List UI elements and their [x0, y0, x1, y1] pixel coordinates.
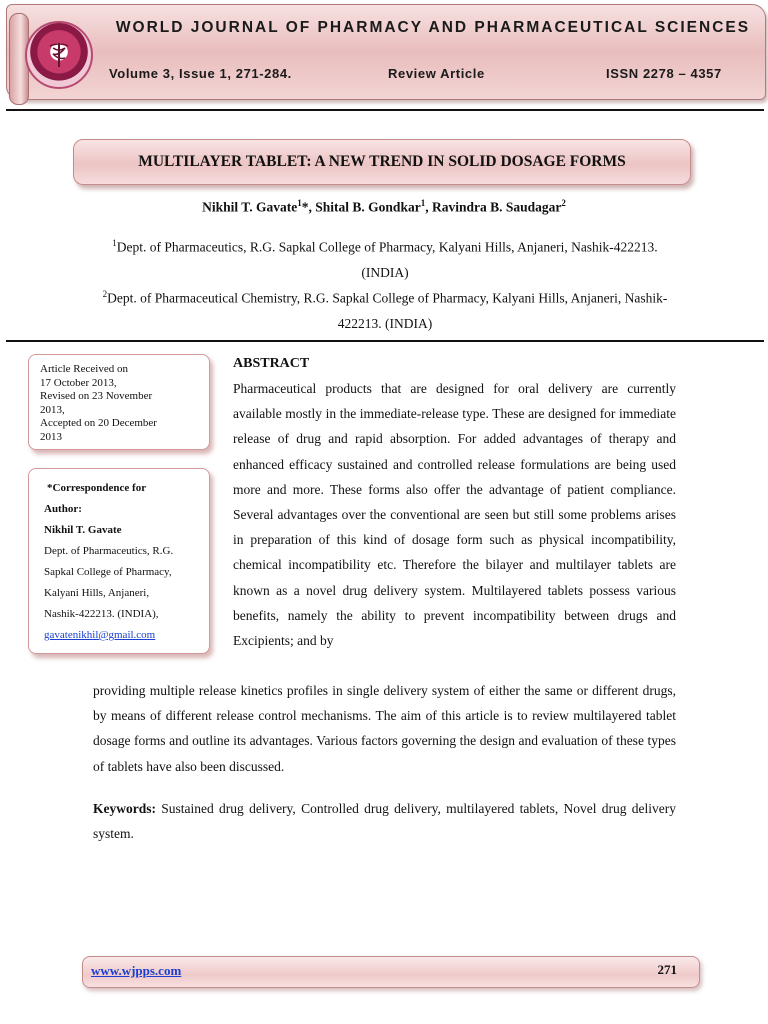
correspondence-email-link[interactable]: gavatenikhil@gmail.com — [44, 629, 156, 641]
header-rule — [6, 109, 764, 111]
journal-logo-icon — [25, 21, 93, 89]
correspondence-box: *Correspondence for Author: Nikhil T. Gavate Dept. of Pharmaceutics, R.G. Sapkal College of Pharmacy, Kalyani Hills, Anjaneri, Nashik-422213. (INDIA), gavatenikhil@gmail.com — [28, 468, 210, 654]
article-type: Review Article — [388, 66, 485, 81]
volume-info: Volume 3, Issue 1, 271-284. — [109, 66, 292, 81]
author-3: Ravindra B. Saudagar — [431, 199, 562, 215]
issn: ISSN 2278 – 4357 — [606, 66, 722, 81]
section-rule — [6, 340, 764, 342]
author-2: Shital B. Gondkar — [315, 199, 421, 215]
affiliation-2: $^2$Dept. of Pharmaceutical Chemistry, R.G. Sapkal College of Pharmacy, Kalyani Hills, Anjaneri, Nashik-422213. (INDIA) — [102, 289, 668, 331]
article-title: MULTILAYER TABLET: A NEW TREND IN SOLID DOSAGE FORMS — [138, 153, 626, 170]
abstract-text-column: Pharmaceutical products that are designed for oral delivery are currently available mostly in the immediate-release type. These are designed for immediate release of drug and rapid absorption. For added advantages of therapy and enhanced efficacy sustained and controlled release formulations are being used more and more. These forms also offer the advantage of patient compliance. Several advantages over the conventional are seen but still some problems arises in preparation of this kind of dosage form such as physical incompatibility, chemical incompatibility etc. Therefore the bilayer and multilayer tablets are known as a novel drug delivery system. Multilayered tablets possess various benefits, namely the ability to prevent incompatibility between drugs and Excipients; and by — [233, 381, 676, 649]
caduceus-icon — [44, 40, 74, 70]
author-list: Nikhil T. Gavate$^1$*, Shital B. Gondkar$^1$, Ravindra B. Saudagar$^2$ — [202, 198, 566, 215]
author-1-corresponding-mark: * — [301, 199, 309, 215]
correspondence-author: Nikhil T. Gavate — [44, 524, 122, 536]
affiliation-1: $^1$Dept. of Pharmaceutics, R.G. Sapkal College of Pharmacy, Kalyani Hills, Anjaneri, Nashik-422213. (INDIA) — [112, 238, 658, 280]
author-3-affil: 2 — [561, 198, 566, 208]
abstract-heading: ABSTRACT — [233, 356, 310, 371]
journal-name: WORLD JOURNAL OF PHARMACY AND PHARMACEUTICAL SCIENCES — [115, 19, 751, 36]
author-1: Nikhil T. Gavate — [202, 199, 298, 215]
page-number: 271 — [657, 962, 677, 977]
author-2-affil: 1 — [420, 198, 426, 208]
journal-website-link[interactable]: www.wjpps.com — [91, 963, 182, 978]
keywords-label: Keywords: — [93, 801, 156, 816]
keywords — [93, 796, 676, 846]
page-footer — [82, 956, 700, 988]
journal-header-banner — [6, 4, 766, 100]
article-history-box: Article Received on 17 October 2013, Revised on 23 November 2013, Accepted on 20 December 2013 — [28, 354, 210, 450]
correspondence-heading: *Correspondence for — [47, 482, 147, 494]
article-title-box — [73, 139, 691, 185]
abstract-text-full: providing multiple release kinetics profiles in single delivery system of either the same or different drugs, by means of different release control mechanisms. The aim of this article is to review multilayered tablet dosage forms and outline its advantages. Various factors governing the design and evaluation of these types of tablets have also been discussed. — [93, 683, 676, 774]
keywords-text: Sustained drug delivery, Controlled drug delivery, multilayered tablets, Novel drug delivery system. — [93, 801, 677, 842]
author-1-affil: 1 — [297, 198, 302, 208]
